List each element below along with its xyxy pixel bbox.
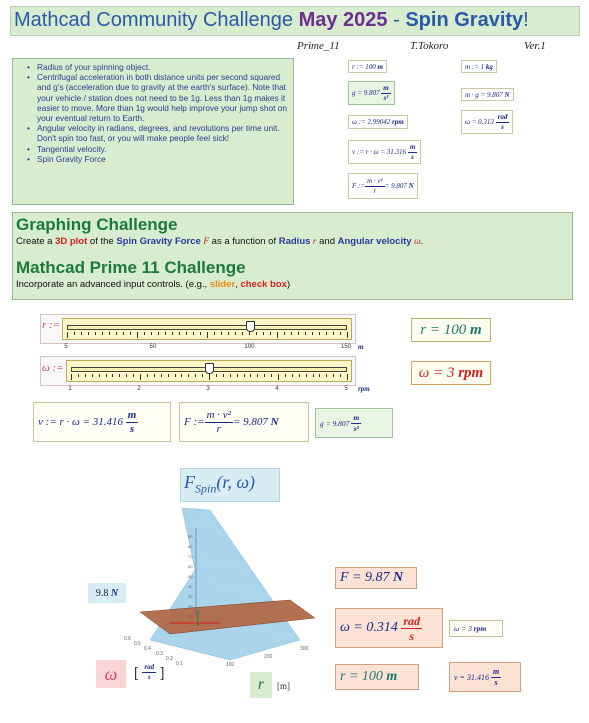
slider-tick xyxy=(235,332,236,335)
z-tick: 50 xyxy=(188,574,193,579)
r-slider-bar xyxy=(67,325,347,330)
slider-tick xyxy=(102,332,103,335)
slider-tick-label: 1 xyxy=(68,386,72,392)
F-result-unit: N xyxy=(393,570,404,585)
w-rad-frac xyxy=(401,615,422,642)
F-definition[interactable] xyxy=(348,173,418,199)
slider-tick xyxy=(326,332,327,335)
slider-tick xyxy=(81,332,82,335)
w-value-unit: rpm xyxy=(458,364,484,381)
slider-tick xyxy=(67,332,68,338)
g-force: Spin Gravity Force xyxy=(116,236,201,247)
requirements-panel xyxy=(12,58,294,205)
eq-v-text: v := r · ω = 31.416 xyxy=(38,416,123,428)
F-equation[interactable] xyxy=(179,402,309,442)
slider-tick xyxy=(237,374,238,377)
w-rad-text: ω = 0.314 xyxy=(340,620,398,635)
slider-tick xyxy=(133,374,134,377)
w-rad-result xyxy=(335,608,443,648)
slider-tick xyxy=(306,374,307,377)
slider-tick xyxy=(179,332,180,335)
r-value-text: r = 100 xyxy=(420,321,467,338)
eq-F-den: r xyxy=(216,422,221,435)
z-tick: 30 xyxy=(188,594,193,599)
F-result-text: F = 9.87 xyxy=(340,570,390,585)
slider-tick xyxy=(71,374,72,380)
title-month: May 2025 xyxy=(298,9,388,31)
g-t2: of the xyxy=(87,236,117,247)
slider-tick xyxy=(228,332,229,335)
slider-tick xyxy=(319,332,320,335)
F-frac xyxy=(365,178,385,195)
p-slider: slider xyxy=(209,279,236,290)
m-definition[interactable] xyxy=(461,60,497,73)
graphing-challenge-text xyxy=(16,236,423,247)
title-spin: Spin Gravity xyxy=(405,9,524,31)
r-value-unit: m xyxy=(470,321,482,338)
slider-tick xyxy=(147,374,148,377)
slider-tick xyxy=(78,374,79,377)
eq-F-frac xyxy=(205,410,233,435)
slider-tick xyxy=(175,374,176,377)
slider-tick-label: 100 xyxy=(244,344,255,350)
v-result-frac xyxy=(491,668,501,687)
r-tick: 200 xyxy=(264,654,273,660)
v-result-num: m xyxy=(492,666,500,676)
eq-g-den: s² xyxy=(353,423,359,433)
r-axis-unit: [m] xyxy=(277,681,290,691)
slider-tick xyxy=(154,374,155,377)
slider-tick xyxy=(250,374,251,377)
plot-title-F: F xyxy=(184,472,195,492)
slider-tick xyxy=(130,332,131,335)
slider-tick-label: 3 xyxy=(206,386,210,392)
slider-tick xyxy=(116,332,117,335)
eq-v-den: s xyxy=(129,422,135,435)
w-axis-unit: [ $\frac{\text{rad}}{s}$ ] xyxy=(134,663,165,682)
slider-tick xyxy=(299,374,300,377)
slider-tick xyxy=(230,374,231,377)
g-w: ω xyxy=(411,237,421,247)
eq-g-text: g = 9.807 xyxy=(320,418,350,428)
slider-tick xyxy=(181,374,182,377)
slider-tick xyxy=(347,332,348,338)
w-definition[interactable] xyxy=(348,115,408,129)
slider-tick xyxy=(277,332,278,338)
page-title xyxy=(14,9,529,32)
graphing-challenge-heading: Graphing Challenge xyxy=(16,215,178,234)
slider-tick-label: 150 xyxy=(340,344,352,350)
p-comma: , xyxy=(235,279,241,290)
w-axis-unit-den: s xyxy=(147,673,151,682)
slider-tick-label: 2 xyxy=(137,386,141,392)
author: T.Tokoro xyxy=(410,40,449,52)
F-num: m · v² xyxy=(367,176,383,185)
v-result-den: s xyxy=(494,677,498,687)
g-radius: Radius xyxy=(278,236,311,247)
w-tick: 0.1 xyxy=(176,661,183,667)
slider-tick xyxy=(172,332,173,335)
w-value-text: ω = 3 xyxy=(418,364,455,381)
r-result-text: r = 100 xyxy=(340,669,383,684)
slider-tick-label: 4 xyxy=(275,386,279,392)
v-result xyxy=(449,662,521,692)
p-checkbox: check box xyxy=(240,279,287,290)
slider-tick xyxy=(292,374,293,377)
z-tick: 60 xyxy=(188,564,193,569)
slider-tick xyxy=(109,332,110,335)
eq-F-num: m · v² xyxy=(206,408,231,421)
m-def-text: m := 1 xyxy=(465,62,485,71)
spin-force-3d-plot[interactable] xyxy=(110,500,340,675)
w-value-display xyxy=(411,361,491,385)
w-axis-unit-num: rad xyxy=(144,663,155,672)
mg-unit: N xyxy=(504,90,510,99)
plot-title-args: (r, ω) xyxy=(216,472,256,492)
r-axis-label-box xyxy=(250,672,272,698)
g-t1: Create a xyxy=(16,236,56,247)
r-def-unit: m xyxy=(377,62,383,71)
v-unit-frac xyxy=(408,144,417,161)
slider-tick xyxy=(271,374,272,377)
version-prime: Prime_11 xyxy=(297,40,340,52)
slider-tick xyxy=(209,374,210,380)
plot-title-sub: Spin xyxy=(195,481,217,496)
slider-tick xyxy=(200,332,201,335)
title-bang: ! xyxy=(523,9,529,31)
w-slider-unit: rpm xyxy=(358,385,370,393)
slider-tick xyxy=(285,374,286,377)
slider-tick xyxy=(151,332,152,335)
r-value-display xyxy=(411,318,491,342)
g-r: r xyxy=(310,237,317,247)
r-slider-unit: m xyxy=(358,343,364,351)
title-dash: - xyxy=(387,9,406,31)
slider-tick xyxy=(216,374,217,377)
r-axis-label: r xyxy=(257,676,265,693)
w-slider-label: ω := xyxy=(42,362,64,374)
F-result xyxy=(335,567,417,589)
w-def-unit: rpm xyxy=(392,118,404,126)
w-slider-track[interactable] xyxy=(66,360,352,382)
slider-tick xyxy=(257,374,258,377)
list-item: • Angular velocity in radians, degrees, and revolutions per time unit. Don't spin too fast, or you will make people feel sick! xyxy=(27,123,287,143)
w-rad-num: rad xyxy=(403,613,421,628)
eq-F-val: = 9.807 xyxy=(232,416,268,428)
p-t1: Incorporate an advanced input controls. (e.g., xyxy=(16,279,210,290)
slider-tick xyxy=(123,332,124,335)
eq-g-frac xyxy=(351,414,361,432)
requirements-list xyxy=(27,62,287,164)
z-tick: 80 xyxy=(188,544,193,549)
mg-result[interactable] xyxy=(461,88,514,101)
g-equation[interactable] xyxy=(315,408,393,438)
slider-tick xyxy=(284,332,285,335)
slider-tick xyxy=(95,332,96,335)
w-tick: 0.5 xyxy=(134,641,141,647)
r-tick: 100 xyxy=(226,662,235,668)
w-val-frac xyxy=(496,114,510,131)
w-tick: 0.6 xyxy=(124,636,131,642)
g-unit-frac xyxy=(381,85,390,102)
w-rpm-result xyxy=(449,620,503,637)
F-def-text: F := xyxy=(352,182,366,190)
w-rpm-unit: rpm xyxy=(473,624,487,633)
w-axis-unit-frac xyxy=(142,664,156,681)
w-slider-thumb[interactable] xyxy=(205,363,214,374)
slider-tick xyxy=(119,374,120,377)
F-unit: N xyxy=(408,182,414,190)
g-3d: 3D plot xyxy=(55,236,88,247)
v-unit-num: m xyxy=(409,142,416,151)
slider-tick xyxy=(263,332,264,335)
r-tick: 300 xyxy=(300,646,309,652)
mg-text: m · g = 9.807 xyxy=(465,90,503,99)
slider-tick xyxy=(347,374,348,380)
slider-tick xyxy=(158,332,159,335)
F-val: = 9.807 xyxy=(384,182,407,190)
w-tick: 0.4 xyxy=(144,646,151,652)
z-axis-ticks xyxy=(188,534,193,619)
v-definition[interactable] xyxy=(348,140,421,164)
z-tick: 70 xyxy=(188,554,193,559)
slider-tick xyxy=(312,332,313,335)
g-end: . xyxy=(420,236,424,247)
v-equation[interactable] xyxy=(33,402,171,442)
slider-tick xyxy=(333,374,334,377)
w-axis-label-box xyxy=(96,660,126,688)
eq-F-pre: F := xyxy=(184,416,205,428)
g-F: F xyxy=(200,237,210,247)
list-item: • Spin Gravity Force xyxy=(27,154,287,164)
w-tick: 0.2 xyxy=(166,656,173,662)
eq-F-unit: N xyxy=(270,416,279,428)
g-angular: Angular velocity xyxy=(337,236,412,247)
slider-tick xyxy=(74,332,75,335)
slider-tick xyxy=(106,374,107,377)
slider-tick xyxy=(168,374,169,377)
w-result[interactable] xyxy=(461,110,513,134)
w-rpm-text: ω = 3 xyxy=(454,624,472,633)
slider-tick xyxy=(298,332,299,335)
z-tick: 90 xyxy=(188,534,193,539)
slider-tick xyxy=(202,374,203,377)
p-end: ) xyxy=(286,279,291,290)
z-marker xyxy=(88,583,126,603)
list-item: • Radius of your spinning object. xyxy=(27,62,287,72)
w-val-text: ω = 0.313 xyxy=(465,118,494,126)
w-val-num: rad xyxy=(497,112,508,121)
F-den: r xyxy=(373,186,377,195)
r-definition[interactable] xyxy=(348,60,387,73)
w-def-text: ω := 2.99042 xyxy=(352,118,391,126)
v-unit-den: s xyxy=(411,152,414,161)
slider-tick xyxy=(112,374,113,377)
slider-tick-label: 50 xyxy=(149,344,157,350)
prime-challenge-text xyxy=(16,279,290,290)
slider-tick xyxy=(340,332,341,335)
prime-challenge-heading: Mathcad Prime 11 Challenge xyxy=(16,258,246,277)
slider-tick xyxy=(256,332,257,335)
slider-tick xyxy=(242,332,243,335)
eq-g-num: m xyxy=(353,413,360,422)
r-slider-track[interactable] xyxy=(62,318,352,340)
r-slider-thumb[interactable] xyxy=(246,321,255,332)
slider-tick xyxy=(313,374,314,377)
w-rad-den: s xyxy=(409,628,415,643)
slider-tick xyxy=(126,374,127,377)
z-tick: 10 xyxy=(188,614,193,619)
slider-tick xyxy=(193,332,194,335)
slider-tick xyxy=(137,332,138,338)
slider-tick-label: 5 xyxy=(64,344,68,350)
slider-tick xyxy=(326,374,327,377)
slider-tick xyxy=(223,374,224,377)
v-def-text: v := r · ω = 31.316 xyxy=(352,148,407,156)
m-def-unit: kg xyxy=(485,62,493,71)
g-def-text: g = 9.807 xyxy=(352,89,380,97)
g-t4: and xyxy=(316,236,338,247)
slider-tick xyxy=(99,374,100,377)
z-marker-unit: N xyxy=(110,587,119,599)
title-prefix: Mathcad Community Challenge xyxy=(14,9,299,31)
eq-v-num: m xyxy=(127,408,137,421)
slider-tick xyxy=(291,332,292,335)
slider-tick xyxy=(144,332,145,335)
w-tick: 0.3 xyxy=(156,651,163,657)
slider-tick xyxy=(214,332,215,335)
eq-v-frac xyxy=(126,410,139,435)
slider-tick xyxy=(278,374,279,380)
slider-tick xyxy=(188,374,189,377)
z-tick: 20 xyxy=(188,604,193,609)
slider-tick xyxy=(270,332,271,335)
slider-tick xyxy=(333,332,334,335)
slider-tick-label: 5 xyxy=(344,386,348,392)
g-result[interactable] xyxy=(348,81,395,105)
slider-tick xyxy=(161,374,162,377)
r-slider-label: r := xyxy=(42,319,61,331)
g-unit-den: s² xyxy=(383,93,389,102)
w-val-den: s xyxy=(501,122,504,131)
z-tick: 40 xyxy=(188,584,193,589)
list-item: • Tangential velocity. xyxy=(27,144,287,154)
r-result-unit: m xyxy=(386,669,398,684)
slider-tick xyxy=(92,374,93,377)
slider-tick xyxy=(88,332,89,335)
r-def-text: r := 100 xyxy=(352,62,376,71)
slider-tick xyxy=(340,374,341,377)
slider-tick xyxy=(264,374,265,377)
slider-tick xyxy=(305,332,306,335)
v-result-text: v = 31.416 xyxy=(454,672,489,682)
slider-tick xyxy=(165,332,166,335)
g-unit-num: m xyxy=(383,83,389,92)
slider-tick xyxy=(244,374,245,377)
slider-tick xyxy=(195,374,196,377)
z-marker-value: 9.8 xyxy=(95,587,109,599)
slider-tick xyxy=(319,374,320,377)
slider-tick xyxy=(207,332,208,338)
slider-tick xyxy=(249,332,250,335)
list-item: • Centrifugal acceleration in both distance units per second squared and g's (acceleration due to gravity at the earth's surface). Note that your vehicle / station does not need to be 1g. Less than 1g makes it easier to move. More than 1g would help improve your jump shot on your eventual return to Earth. xyxy=(27,72,287,123)
g-t3: as a function of xyxy=(209,236,279,247)
slider-tick xyxy=(85,374,86,377)
version-label: Ver.1 xyxy=(524,40,546,52)
slider-tick xyxy=(140,374,141,380)
r-result xyxy=(335,664,419,690)
w-axis-label: ω xyxy=(104,663,118,684)
slider-tick xyxy=(221,332,222,335)
slider-tick xyxy=(186,332,187,335)
plot-title xyxy=(184,472,255,497)
